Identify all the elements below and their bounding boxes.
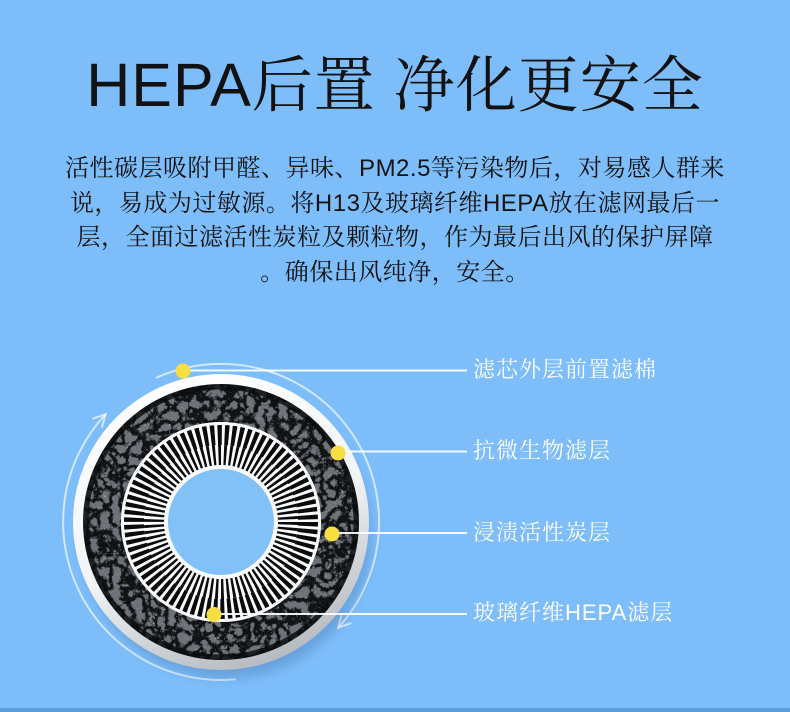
callout-dot <box>207 607 222 622</box>
callout-label-antimicrobial: 抗微生物滤层 <box>473 438 612 463</box>
filter-center-hole <box>168 469 274 575</box>
callout-dot <box>325 527 340 542</box>
page-title: HEPA后置 净化更安全 <box>86 51 704 119</box>
callout-dot <box>331 446 346 461</box>
description-line: 层，全面过滤活性炭粒及颗粒物，作为最后出风的保护屏障 <box>76 224 714 252</box>
footer-strip <box>0 708 790 712</box>
callout-label-prefilter: 滤芯外层前置滤棉 <box>473 357 658 382</box>
callout-dot <box>176 364 191 379</box>
description-line: 。确保出风纯净，安全。 <box>260 258 530 286</box>
description-line: 说，易成为过敏源。将H13及玻璃纤维HEPA放在滤网最后一 <box>69 189 721 217</box>
callout-label-carbon: 浸渍活性炭层 <box>473 520 612 545</box>
hepa-pleat-ring <box>121 422 321 622</box>
callout-label-hepa: 玻璃纤维HEPA滤层 <box>473 600 674 625</box>
description-line: 活性碳层吸附甲醛、异味、PM2.5等污染物后，对易感人群来 <box>65 155 725 182</box>
